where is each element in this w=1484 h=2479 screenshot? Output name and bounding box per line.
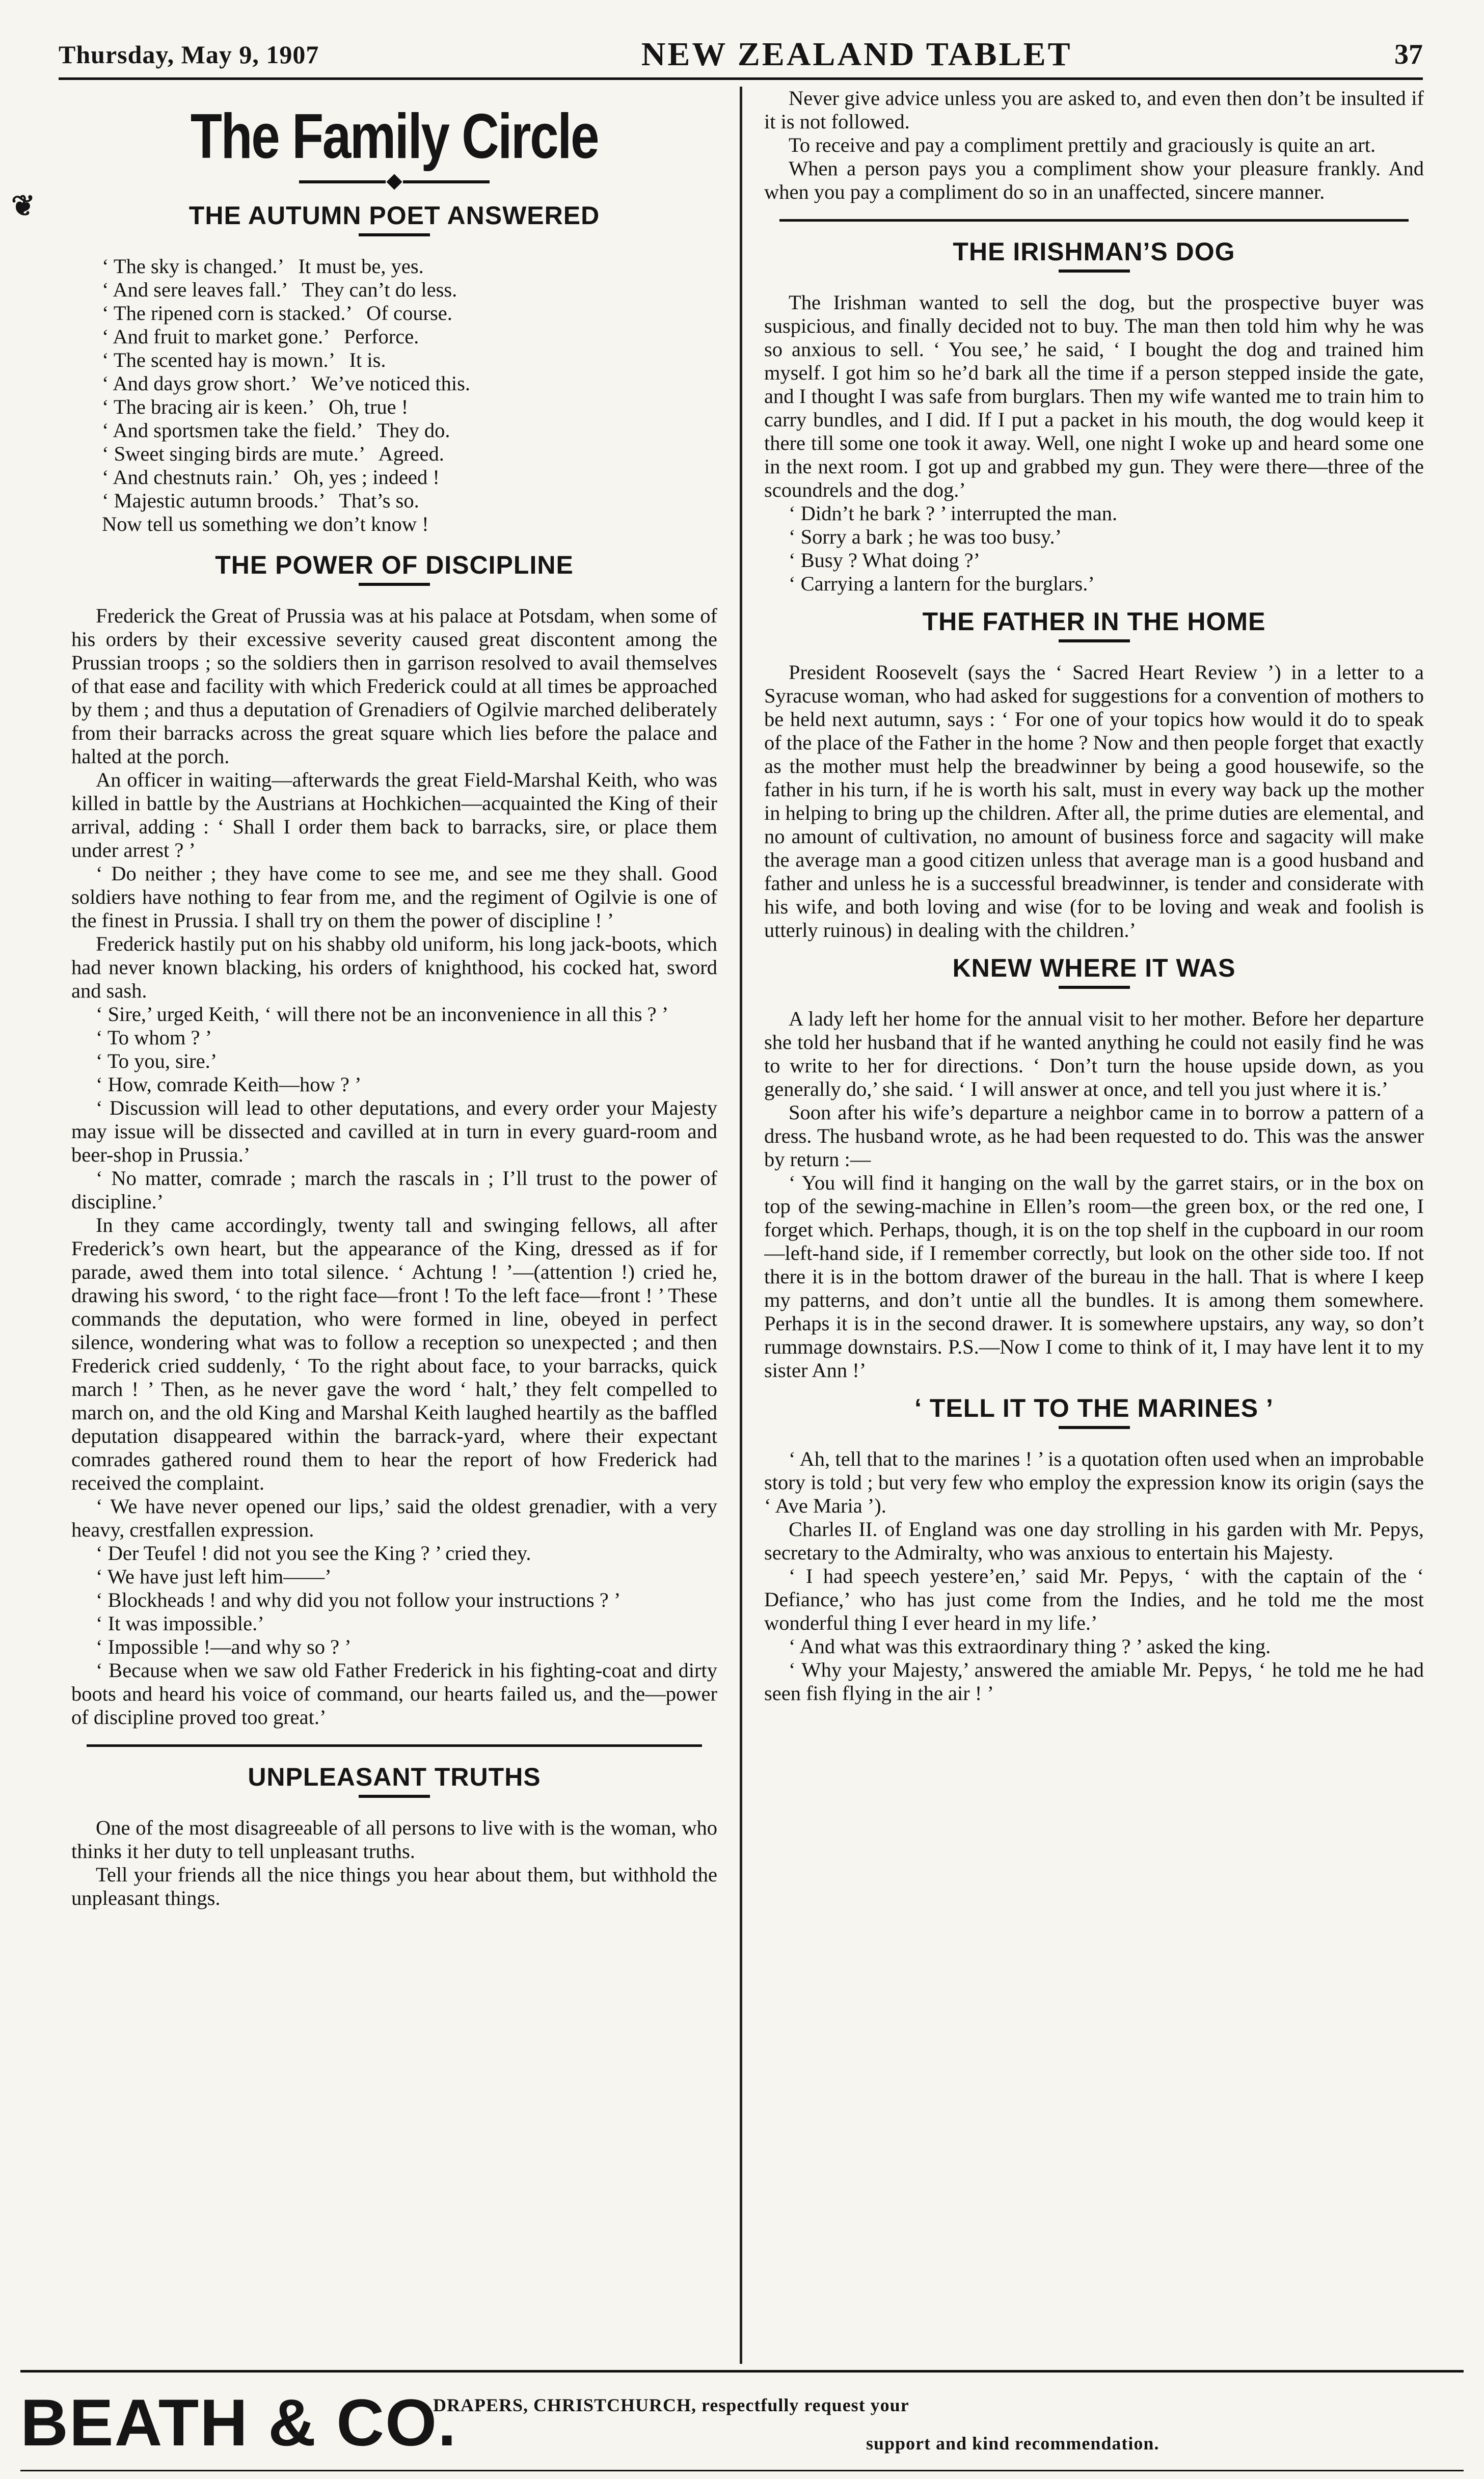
paragraph: ‘ Because when we saw old Father Frederick in his fighting-coat and dirty boots and heard his voice of command, our hearts failed us, and the—power of discipline proved too great.’ — [71, 1659, 717, 1729]
heading-rule — [359, 1795, 430, 1798]
paragraph: ‘ Do neither ; they have come to see me, and see me they shall. Good soldiers have nothing to fear from me, and the regiment of Ogilvie is one of the finest in Prussia. I shall try on them the power of discipline ! ’ — [71, 862, 717, 932]
poem-line: ‘ And sportsmen take the field.’ They do. — [102, 419, 450, 442]
article-heading-autumn: THE AUTUMN POET ANSWERED — [188, 201, 600, 230]
paragraph: ‘ We have never opened our lips,’ said the oldest grenadier, with a very heavy, crestfallen expression. — [71, 1495, 717, 1541]
article-body-truths-continued — [764, 87, 1424, 204]
article-body-knew — [764, 1007, 1424, 1382]
poem-line: ‘ Sweet singing birds are mute.’ Agreed. — [102, 442, 444, 465]
paragraph: Never give advice unless you are asked to, and even then don’t be insulted if it is not followed. — [764, 87, 1424, 133]
paragraph: ‘ Sorry a bark ; he was too busy.’ — [789, 525, 1062, 548]
article-separator — [779, 219, 1409, 222]
advertiser-name: BEATH & CO. — [20, 2385, 457, 2460]
heading-rule — [1059, 270, 1130, 273]
article-body-discipline — [71, 604, 717, 1729]
article-body-marines — [764, 1447, 1424, 1705]
paragraph: Frederick the Great of Prussia was at his palace at Potsdam, when some of his orders by their excessive severity caused great discontent among the Prussian troops ; so the soldiers then in garrison resolved to avail themselves of that ease and facility with which Frederick could at all times be approached by them ; and thus a deputation of Grenadiers of Ogilvie marched deliberately from their barracks across the great square which lies before the palace and halted at the porch. — [71, 604, 717, 768]
page-number: 37 — [1394, 39, 1423, 70]
paragraph: ‘ To you, sire.’ — [96, 1049, 218, 1072]
article-heading-irish-dog: THE IRISHMAN’S DOG — [953, 237, 1235, 266]
paragraph: ‘ We have just left him——’ — [96, 1565, 332, 1588]
paragraph: ‘ Ah, tell that to the marines ! ’ is a quotation often used when an improbable story is told ; but very few who employ the expression know its origin (says the ‘ Ave Maria ’). — [764, 1447, 1424, 1517]
paragraph: ‘ Carrying a lantern for the burglars.’ — [789, 572, 1095, 595]
printers-fleuron-icon: ❦ — [11, 191, 35, 222]
paragraph: An officer in waiting—afterwards the great Field-Marshal Keith, who was killed in battle by the Austrians at Hochkichen—acquainted the King of their arrival, adding : ‘ Shall I order them back to barracks, sire, or place them under arrest ? ’ — [71, 768, 717, 861]
poem-line: Now tell us something we don’t know ! — [102, 513, 429, 535]
diamond-icon — [386, 174, 402, 190]
paragraph: When a person pays you a compliment show your pleasure frankly. And when you pay a compliment do so in an unaffected, sincere manner. — [764, 157, 1424, 203]
paragraph: The Irishman wanted to sell the dog, but the prospective buyer was suspicious, and finally decided not to buy. The man then told him why he was so anxious to sell. ‘ You see,’ he said, ‘ I bought the dog and trained him myself. I got him so he’d bark all the time if a person stepped inside the gate, and I thought I was safe from burglars. Then my wife wanted me to train him to carry bundles, and I did. If I put a packet in his mouth, the dog would keep it there till some one took it away. Well, one night I woke up and heard some one in the next room. I got up and grabbed my gun. They were there—three of the scoundrels and the dog.’ — [764, 291, 1424, 501]
paragraph: Charles II. of England was one day strolling in his garden with Mr. Pepys, secretary to the Admiralty, who was anxious to entertain his Majesty. — [764, 1518, 1424, 1564]
article-separator — [87, 1744, 702, 1747]
left-column — [71, 87, 717, 2364]
publication-title: NEW ZEALAND TABLET — [641, 36, 1072, 73]
paragraph: ‘ Sire,’ urged Keith, ‘ will there not be an inconvenience in all this ? ’ — [96, 1003, 669, 1026]
article-body-irish-dog — [764, 291, 1424, 596]
paragraph: ‘ No matter, comrade ; march the rascals in ; I’ll trust to the power of discipline.’ — [71, 1167, 717, 1213]
advertisement-line: DRAPERS, CHRISTCHURCH, respectfully request your — [433, 2395, 909, 2415]
right-column — [764, 87, 1424, 2364]
article-heading-discipline: THE POWER OF DISCIPLINE — [215, 551, 574, 579]
article-heading-truths: UNPLEASANT TRUTHS — [248, 1763, 541, 1791]
paragraph: A lady left her home for the annual visit to her mother. Before her departure she told her husband that if he wanted anything he could not easily find he was to write to her for directions. ‘ Don’t turn the house upside down, as you generally do,’ she said. ‘ I will answer at once, and tell you just where it is.’ — [764, 1007, 1424, 1100]
paragraph: To receive and pay a compliment prettily and graciously is quite an art. — [789, 133, 1376, 156]
issue-date: Thursday, May 9, 1907 — [59, 40, 319, 69]
title-ornament — [71, 176, 717, 187]
paragraph: Tell your friends all the nice things you hear about them, but withhold the unpleasant things. — [71, 1863, 717, 1909]
paragraph: ‘ Discussion will lead to other deputations, and every order your Majesty may issue will be dissected and cavilled at in turn in every guard-room and beer-shop in Prussia.’ — [71, 1096, 717, 1166]
running-header — [59, 32, 1423, 80]
paragraph: Frederick hastily put on his shabby old uniform, his long jack-boots, which had never known blacking, his orders of knighthood, his cocked hat, sword and sash. — [71, 932, 717, 1002]
heading-rule — [1059, 1426, 1130, 1429]
article-body-father — [764, 661, 1424, 942]
paragraph: ‘ Busy ? What doing ?’ — [789, 549, 981, 572]
poem-line: ‘ The bracing air is keen.’ Oh, true ! — [102, 395, 409, 418]
footer-rule — [20, 2370, 1464, 2373]
heading-rule — [359, 583, 430, 586]
poem-line: ‘ And days grow short.’ We’ve noticed this. — [102, 372, 470, 395]
paragraph: Soon after his wife’s departure a neighbor came in to borrow a pattern of a dress. The husband wrote, as he had been requested to do. This was the answer by return :— — [764, 1101, 1424, 1171]
paragraph: ‘ How, comrade Keith—how ? ’ — [96, 1073, 362, 1096]
paragraph: ‘ Der Teufel ! did not you see the King ? ’ cried they. — [96, 1542, 531, 1565]
heading-rule — [1059, 986, 1130, 989]
heading-rule — [359, 233, 430, 236]
poem-line: ‘ And sere leaves fall.’ They can’t do less. — [102, 278, 457, 301]
column-rule — [740, 87, 742, 2364]
section-title: The Family Circle — [190, 101, 599, 172]
paragraph: ‘ Blockheads ! and why did you not follow your instructions ? ’ — [96, 1588, 621, 1611]
poem-line: ‘ The ripened corn is stacked.’ Of course. — [102, 302, 452, 325]
poem-line: ‘ The scented hay is mown.’ It is. — [102, 348, 386, 371]
paragraph: ‘ Impossible !—and why so ? ’ — [96, 1635, 352, 1658]
heading-rule — [1059, 639, 1130, 642]
article-heading-marines: ‘ TELL IT TO THE MARINES ’ — [914, 1394, 1274, 1422]
article-heading-father: THE FATHER IN THE HOME — [922, 607, 1266, 636]
paragraph: In they came accordingly, twenty tall and swinging fellows, all after Frederick’s own heart, but the appearance of the King, dressed as if for parade, awed them into total silence. ‘ Achtung ! ’—(attention !) cried he, drawing his sword, ‘ to the right face—front ! To the left face—front ! ’ These commands the deputation, who were formed in line, obeyed in perfect silence, wondering what was to follow a reception so unexpected ; and then Frederick cried suddenly, ‘ To the right about face, to your barracks, quick march ! ’ Then, as he never gave the word ‘ halt,’ they felt compelled to march on, and the old King and Marshal Keith laughed heartily as the baffled deputation disappeared within the barrack-yard, where their expectant comrades gathered round them to hear the report of how Frederick had received the complaint. — [71, 1214, 717, 1494]
article-body-truths — [71, 1816, 717, 1910]
paragraph: ‘ Why your Majesty,’ answered the amiable Mr. Pepys, ‘ he told me he had seen fish flying in the air ! ’ — [764, 1658, 1424, 1705]
poem-line: ‘ Majestic autumn broods.’ That’s so. — [102, 489, 419, 512]
paragraph: One of the most disagreeable of all persons to live with is the woman, who thinks it her duty to tell unpleasant truths. — [71, 1816, 717, 1863]
paragraph: ‘ I had speech yestere’en,’ said Mr. Pepys, ‘ with the captain of the ‘ Defiance,’ who has just come from the Indies, and he told me the most wonderful thing I ever heard in my life.’ — [764, 1565, 1424, 1634]
paragraph: ‘ It was impossible.’ — [96, 1612, 264, 1635]
poem-line: ‘ The sky is changed.’ It must be, yes. — [102, 255, 424, 278]
poem — [102, 255, 717, 536]
paragraph: ‘ To whom ? ’ — [96, 1026, 212, 1049]
paragraph: President Roosevelt (says the ‘ Sacred Heart Review ’) in a letter to a Syracuse woman, who had asked for suggestions for a convention of mothers to be held next autumn, says : ‘ For one of your topics how would it do to speak of the place of the Father in the home ? Now and then people forget that exactly as the mother must help the breadwinner by being a good housewife, so the father in his turn, if he is worth his salt, must in every way back up the mother in helping to bring up the children. After all, the prime duties are elemental, and no amount of cultivation, no amount of business force and sagacity will make the average man a good citizen unless that average man is a good husband and father and unless he is a successful breadwinner, is tender and considerate with his wife, and both loving and wise (for to be loving and weak and foolish is utterly ruinous) in dealing with the children.’ — [764, 661, 1424, 941]
advertisement-line: support and kind recommendation. — [866, 2433, 1159, 2454]
poem-line: ‘ And fruit to market gone.’ Perforce. — [102, 325, 419, 348]
paragraph: ‘ And what was this extraordinary thing ? ’ asked the king. — [789, 1635, 1271, 1658]
article-heading-knew: KNEW WHERE IT WAS — [952, 954, 1236, 982]
paragraph: ‘ You will find it hanging on the wall by the garret stairs, or in the box on top of the sewing-machine in Ellen’s room—the green box, or the red one, I forget which. Perhaps, though, it is on the top shelf in the cupboard in our room—left-hand side, if I remember correctly, but look on the other side too. If not there it is in the bottom drawer of the bureau in the hall. That is where I keep my patterns, and don’t untie all the bundles. It is among them somewhere. Perhaps it is in the second drawer. It is somewhere upstairs, any way, so don’t rummage downstairs. P.S.—Now I come to think of it, I may have lent it to my sister Ann !’ — [764, 1171, 1424, 1382]
poem-line: ‘ And chestnuts rain.’ Oh, yes ; indeed ! — [102, 466, 440, 489]
paragraph: ‘ Didn’t he bark ? ’ interrupted the man. — [789, 502, 1118, 525]
footer-rule — [20, 2470, 1464, 2471]
